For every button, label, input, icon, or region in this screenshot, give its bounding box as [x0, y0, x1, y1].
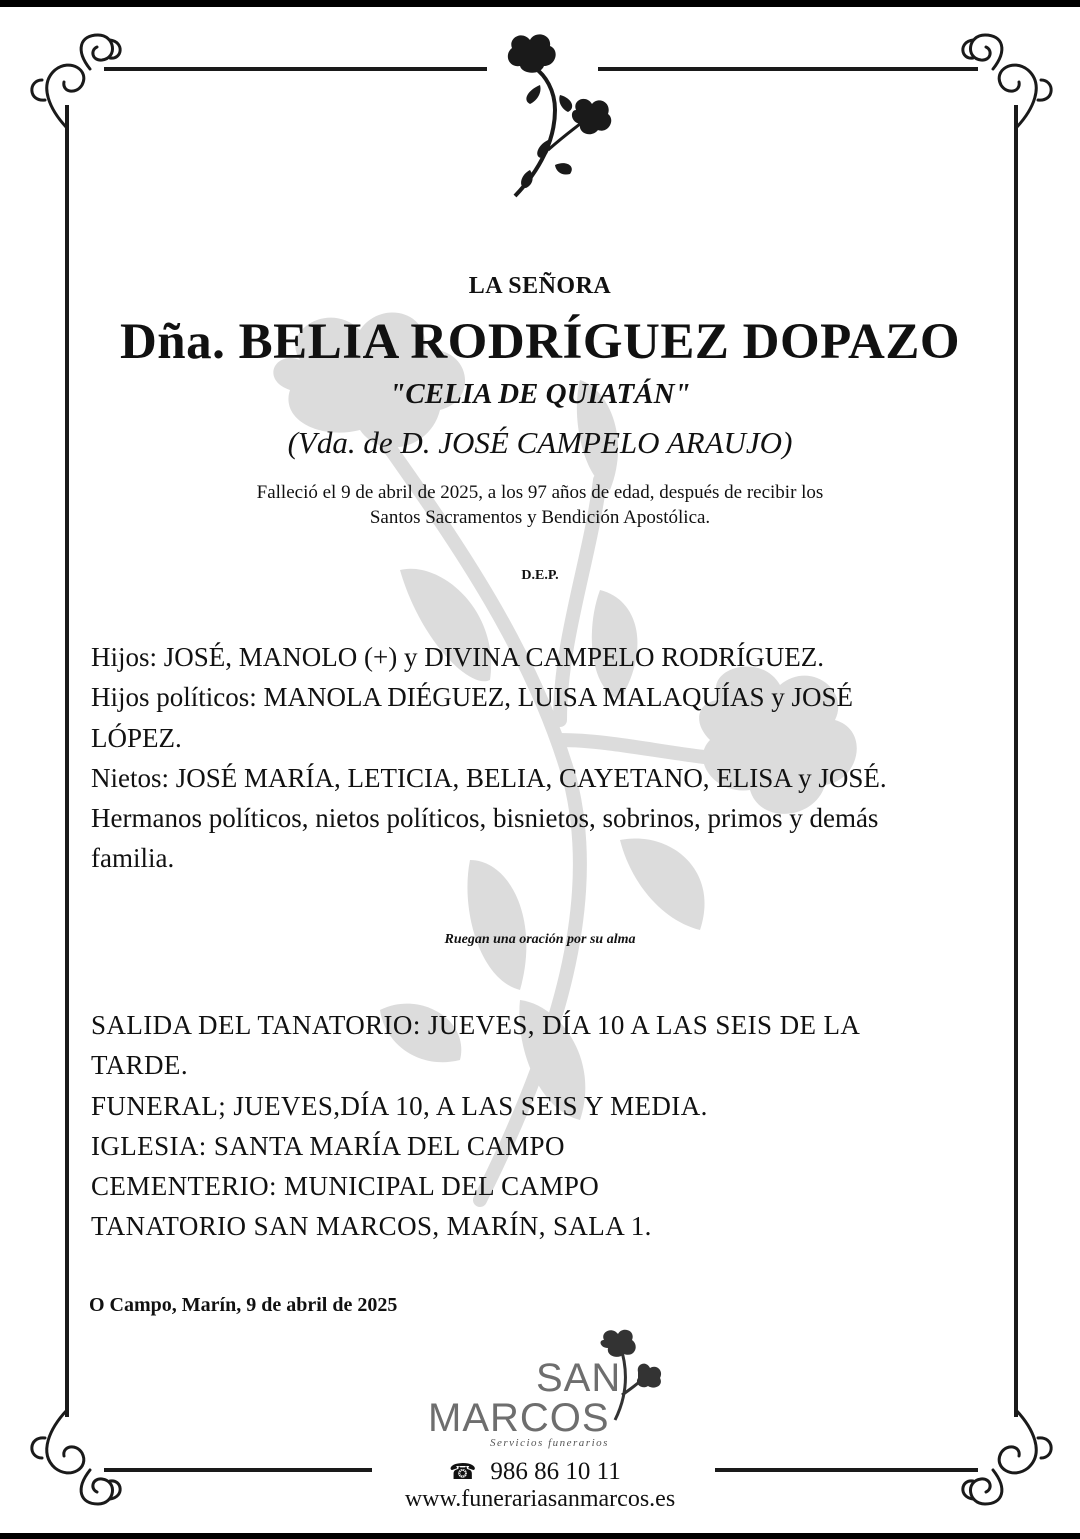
- service-line: TARDE.: [91, 1050, 188, 1081]
- dep-label: D.E.P.: [521, 568, 559, 583]
- service-line: FUNERAL; JUEVES,DÍA 10, A LAS SEIS Y MEDIA.: [91, 1090, 708, 1121]
- deceased-name: Dña. BELIA RODRÍGUEZ DOPAZO: [119, 314, 961, 370]
- service-line: SALIDA DEL TANATORIO: JUEVES, DÍA 10 A LAS SEIS DE LA: [91, 1010, 861, 1040]
- family-line: Hijos: JOSÉ, MANOLO (+) y DIVINA CAMPELO RODRÍGUEZ.: [91, 642, 824, 672]
- website-link[interactable]: www.funerariasanmarcos.es: [404, 1486, 676, 1512]
- widow-of: (Vda. de D. JOSÉ CAMPELO ARAUJO): [287, 425, 793, 460]
- logo-tagline: Servicios funerarios: [490, 1437, 609, 1449]
- phone-number[interactable]: 986 86 10 11: [490, 1458, 621, 1485]
- family-line: LÓPEZ.: [91, 722, 182, 753]
- death-notice-line: Santos Sacramentos y Bendición Apostólica.: [369, 507, 711, 528]
- logo-text-san: SAN: [536, 1356, 622, 1400]
- service-line: IGLESIA: SANTA MARÍA DEL CAMPO: [91, 1130, 565, 1161]
- prayer-request: Ruegan una oración por su alma: [444, 932, 636, 947]
- death-notice-line: Falleció el 9 de abril de 2025, a los 97 años de edad, después de recibir los: [256, 482, 824, 503]
- nickname: "CELIA DE QUIATÁN": [389, 378, 691, 410]
- family-line: Hermanos políticos, nietos políticos, bisnietos, sobrinos, primos y demás: [91, 803, 879, 834]
- family-line: familia.: [91, 843, 175, 874]
- phone-icon: ☎: [449, 1460, 477, 1485]
- place-date: O Campo, Marín, 9 de abril de 2025: [89, 1294, 398, 1316]
- bottom-edge-bar: [0, 1533, 1080, 1539]
- service-line: CEMENTERIO: MUNICIPAL DEL CAMPO: [91, 1171, 600, 1202]
- title-prefix: LA SEÑORA: [468, 273, 612, 299]
- logo-text-marcos: MARCOS: [428, 1396, 610, 1440]
- family-line: Hijos políticos: MANOLA DIÉGUEZ, LUISA MALAQUÍAS y JOSÉ: [91, 682, 853, 713]
- family-line: Nietos: JOSÉ MARÍA, LETICIA, BELIA, CAYETANO, ELISA y JOSÉ.: [91, 762, 887, 793]
- service-line: TANATORIO SAN MARCOS, MARÍN, SALA 1.: [91, 1211, 652, 1242]
- phone-contact: [449, 1458, 621, 1486]
